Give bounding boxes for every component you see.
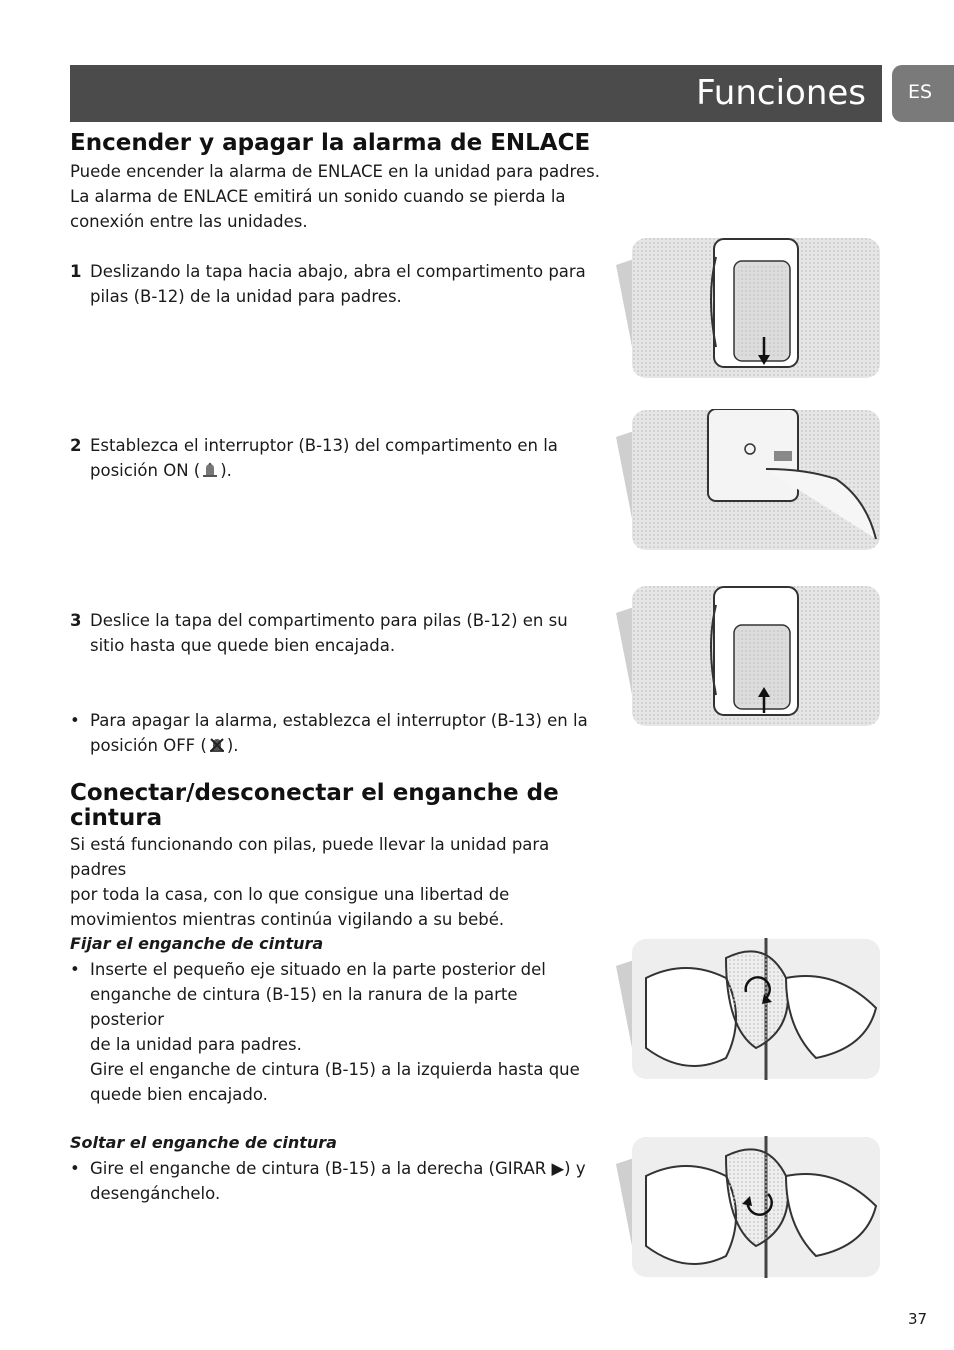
bullet-symbol: • [70, 960, 80, 979]
bullet-symbol: • [70, 1159, 80, 1178]
step-line [90, 458, 590, 483]
bullet-line: Gire el enganche de cintura (B-15) a la izquierda hasta que [90, 1060, 580, 1079]
page-title: Funciones [696, 73, 866, 113]
intro-line: conexión entre las unidades. [70, 212, 308, 231]
illustration-set-switch-on [616, 409, 882, 551]
bell-icon [202, 460, 218, 476]
language-label: ES [908, 81, 933, 103]
intro-line: Puede encender la alarma de ENLACE en la unidad para padres. [70, 162, 600, 181]
bullet-line: desengánchelo. [90, 1184, 221, 1203]
bullet-line: Para apagar la alarma, establezca el interruptor (B-13) en la [90, 711, 588, 730]
section-heading-link-alarm: Encender y apagar la alarma de ENLACE [70, 130, 591, 156]
step-line: pilas (B-12) de la unidad para padres. [90, 287, 402, 306]
intro-line: por toda la casa, con lo que consigue una libertad de [70, 885, 510, 904]
illustration-release-belt-clip [616, 1136, 882, 1278]
bell-off-icon [209, 735, 225, 751]
bullet-symbol: • [70, 711, 80, 730]
illustration-open-battery-cover [616, 237, 882, 379]
bullet-alarm-off [70, 708, 590, 758]
intro-line: movimientos mientras continúa vigilando a su bebé. [70, 910, 505, 929]
subheading-release-clip: Soltar el enganche de cintura [70, 1133, 337, 1152]
intro-line: Si está funcionando con pilas, puede llevar la unidad para padres [70, 835, 550, 879]
bullet-line: Gire el enganche de cintura (B-15) a la derecha (GIRAR ▶) y [90, 1159, 586, 1178]
heading-line: Conectar/desconectar el enganche de [70, 780, 559, 806]
section2-intro [70, 832, 610, 932]
step-1 [70, 259, 590, 309]
step-3 [70, 608, 590, 658]
subheading-fix-clip: Fijar el enganche de cintura [70, 934, 324, 953]
bullet-line: Inserte el pequeño eje situado en la parte posterior del [90, 960, 546, 979]
bullet-line: enganche de cintura (B-15) en la ranura de la parte posterior [90, 985, 518, 1029]
bullet-line [90, 733, 590, 758]
step-line-part: ). [220, 461, 232, 480]
illustration-attach-belt-clip [616, 938, 882, 1080]
bullet-line-part: posición OFF ( [90, 736, 207, 755]
bullet-line-part: ). [226, 736, 239, 755]
section1-intro [70, 159, 610, 234]
step-line: Deslizando la tapa hacia abajo, abra el compartimento para [90, 262, 586, 281]
section-header-bar [70, 65, 882, 122]
intro-line: La alarma de ENLACE emitirá un sonido cuando se pierda la [70, 187, 566, 206]
step-2 [70, 433, 590, 483]
step-number: 3 [70, 611, 82, 630]
step-number: 1 [70, 262, 82, 281]
section-heading-belt-clip [70, 781, 559, 831]
bullet-line: quede bien encajado. [90, 1085, 268, 1104]
bullet-fix-clip [70, 957, 590, 1107]
bullet-release-clip [70, 1156, 590, 1206]
heading-line: cintura [70, 805, 163, 831]
step-line: sitio hasta que quede bien encajada. [90, 636, 396, 655]
step-line: Deslice la tapa del compartimento para pilas (B-12) en su [90, 611, 568, 630]
step-line-part: posición ON ( [90, 461, 201, 480]
illustration-close-battery-cover [616, 585, 882, 727]
step-number: 2 [70, 436, 82, 455]
page-number: 37 [908, 1310, 928, 1328]
bullet-line: de la unidad para padres. [90, 1035, 302, 1054]
step-line: Establezca el interruptor (B-13) del compartimento en la [90, 436, 558, 455]
language-tab [892, 65, 954, 122]
